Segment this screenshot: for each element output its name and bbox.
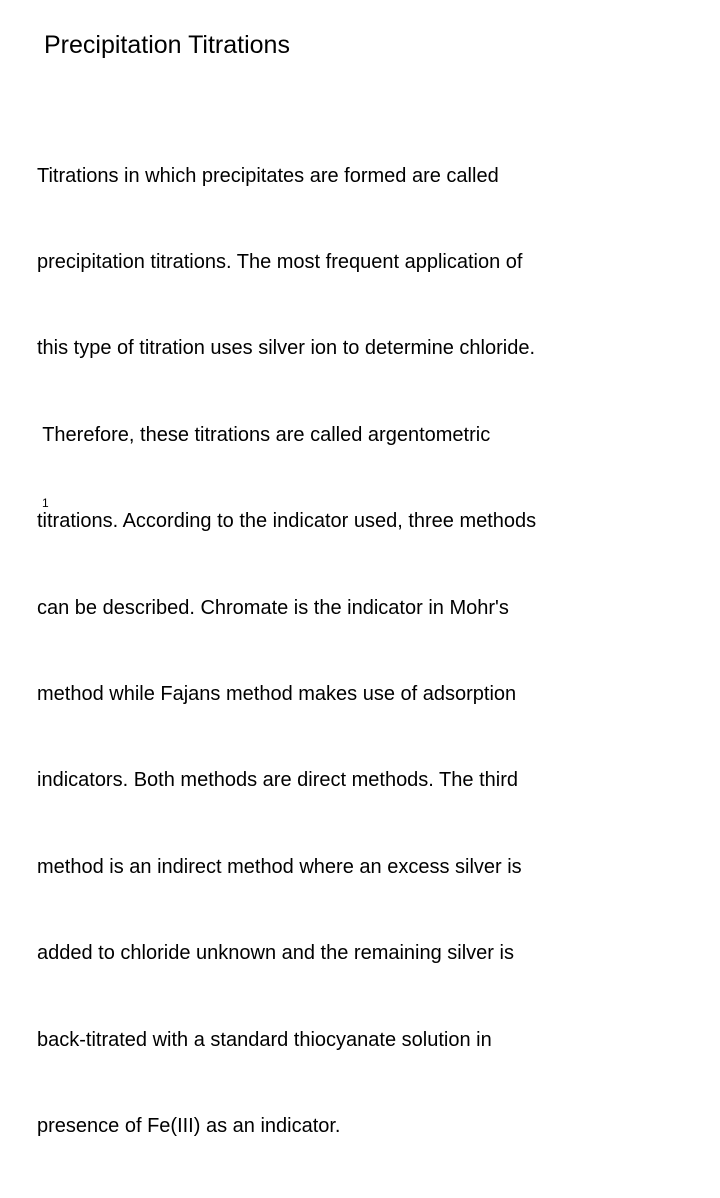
slide-title: Precipitation Titrations [44,31,290,59]
body-line: this type of titration uses silver ion to determine chloride. [37,337,536,360]
body-line: method while Fajans method makes use of adsorption [37,682,517,705]
page-number: 1 [42,496,49,510]
body-line: Titrations in which precipitates are formed are called [37,164,499,187]
body-line: can be described. Chromate is the indicator in Mohr's [37,596,509,619]
body-line: back-titrated with a standard thiocyanate solution in [37,1028,492,1051]
body-line: presence of Fe(III) as an indicator. [37,1114,341,1137]
body-line: Therefore, these titrations are called argentometric [37,423,491,446]
body-line: method is an indirect method where an excess silver is [37,855,522,878]
body-line: titrations. According to the indicator used, three methods [37,510,537,533]
body-line: added to chloride unknown and the remaining silver is [37,942,514,965]
body-line: precipitation titrations. The most frequent application of [37,250,523,273]
body-paragraph [37,104,649,1198]
body-line: indicators. Both methods are direct methods. The third [37,769,518,792]
